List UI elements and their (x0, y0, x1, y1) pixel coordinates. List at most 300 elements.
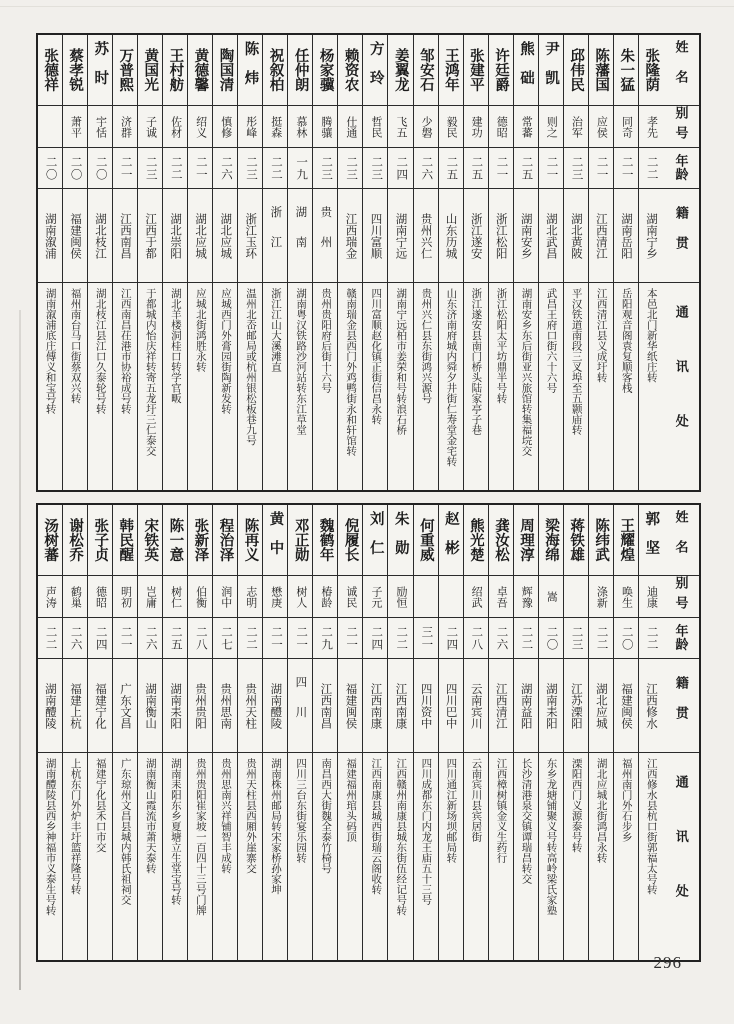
person-alias: 腾骧 (313, 105, 337, 147)
person-name: 张建平 (467, 48, 484, 92)
person-name: 龚汝松 (492, 518, 509, 562)
person-native-place: 江苏溧阳 (564, 658, 588, 752)
person-name: 王鸿年 (442, 48, 459, 92)
person-native-place: 湖南衡山 (138, 658, 162, 752)
person-name: 谢松乔 (67, 518, 84, 562)
person-age: 二六 (138, 617, 162, 658)
person-name: 王村舫 (167, 48, 184, 92)
person-age: 二三 (238, 147, 262, 188)
person-age: 二八 (188, 617, 212, 658)
person-age: 一九 (288, 147, 312, 188)
person-native-place: 湖南醴陵 (38, 658, 62, 752)
header-name: 姓名 (673, 40, 689, 100)
person-age: 二〇 (88, 147, 112, 188)
person-name: 何重威 (417, 518, 434, 562)
person-name: 熊光楚 (467, 518, 484, 562)
person-alias: 治军 (564, 105, 588, 147)
person-alias: 嵩 (539, 575, 563, 617)
person-age: 二二 (639, 617, 663, 658)
person-column (463, 35, 488, 490)
person-alias: 哲民 (363, 105, 387, 147)
person-native-place: 贵州思南 (213, 658, 237, 752)
person-native-place: 四川富顺 (363, 188, 387, 282)
person-column (62, 505, 87, 960)
person-alias: 少磐 (414, 105, 438, 147)
person-column (312, 505, 337, 960)
person-contact-address: 四川富顺赵化镇正街信昌永转 (363, 282, 387, 490)
person-column (588, 35, 613, 490)
person-native-place: 江西清江 (589, 188, 613, 282)
person-column (463, 505, 488, 960)
person-age: 二一 (113, 147, 137, 188)
person-column (387, 35, 412, 490)
person-column (262, 35, 287, 490)
person-age: 二一 (188, 147, 212, 188)
person-age: 三一 (414, 617, 438, 658)
person-alias: 树仁 (163, 575, 187, 617)
person-alias: 德昭 (489, 105, 513, 147)
person-name: 张隆荫 (643, 48, 660, 92)
person-native-place: 江西清江 (489, 658, 513, 752)
person-native-place: 广东文昌 (113, 658, 137, 752)
person-native-place: 福建上杭 (63, 658, 87, 752)
person-name: 梁海绵 (543, 518, 560, 562)
person-contact-address: 福建宁化县禾口市交 (88, 752, 112, 960)
person-column (413, 35, 438, 490)
person-native-place: 湖北应城 (589, 658, 613, 752)
person-alias: 慕林 (288, 105, 312, 147)
person-native-place: 福建宁化 (88, 658, 112, 752)
person-column (438, 505, 463, 960)
person-column (362, 505, 387, 960)
person-name: 黄德馨 (192, 48, 209, 92)
person-column (162, 35, 187, 490)
person-contact-address: 于都城内怡庆祥转寄五龙圩三仁泰交 (138, 282, 162, 490)
header-contact: 通讯处 (663, 752, 699, 960)
person-age: 二四 (88, 617, 112, 658)
person-native-place: 湖南耒阳 (539, 658, 563, 752)
person-native-place: 贵州兴仁 (414, 188, 438, 282)
person-alias (414, 575, 438, 617)
person-age: 二二 (388, 617, 412, 658)
person-column (87, 505, 112, 960)
person-age: 二三 (564, 617, 588, 658)
person-contact-address: 山东济南府城内舜夕井街仁寿堂金宅转 (439, 282, 463, 490)
person-contact-address: 福州南台马口街蔡双兴转 (63, 282, 87, 490)
person-age: 二四 (388, 147, 412, 188)
person-alias: 岂庸 (138, 575, 162, 617)
person-native-place: 江西修水 (639, 658, 663, 752)
person-column (538, 505, 563, 960)
person-name: 赵彬 (442, 511, 459, 569)
person-column (62, 35, 87, 490)
person-name: 蒋铁雄 (568, 518, 585, 562)
roster-table-lower (36, 503, 701, 962)
person-name: 程治泽 (217, 518, 234, 562)
person-contact-address: 贵州天柱县西厢外崖寨交 (238, 752, 262, 960)
person-column (212, 35, 237, 490)
person-age: 二七 (213, 617, 237, 658)
person-native-place: 湖北崇阳 (163, 188, 187, 282)
person-contact-address: 溧阳西门义源泰号转 (564, 752, 588, 960)
person-native-place: 江西瑞金 (338, 188, 362, 282)
person-column (38, 35, 62, 490)
person-contact-address: 平汉铁道南段三叉埠至五颢庙转 (564, 282, 588, 490)
person-alias: 卓吾 (489, 575, 513, 617)
person-native-place: 江西南康 (363, 658, 387, 752)
person-native-place: 江西南昌 (113, 188, 137, 282)
person-name: 陈再义 (242, 518, 259, 562)
person-age: 二一 (589, 147, 613, 188)
person-name: 陈藩国 (593, 48, 610, 92)
person-column (638, 35, 663, 490)
person-contact-address: 江西赣州南康县城东街伍经记号转 (388, 752, 412, 960)
person-column (187, 35, 212, 490)
person-alias: 建功 (464, 105, 488, 147)
person-native-place: 云南宾川 (464, 658, 488, 752)
person-age: 二三 (313, 147, 337, 188)
person-contact-address: 湖北羊楼洞桂口转学官畈 (163, 282, 187, 490)
person-column (262, 505, 287, 960)
person-name: 刘仁 (367, 511, 384, 569)
person-alias: 子元 (363, 575, 387, 617)
person-contact-address: 福州南门外石步乡 (614, 752, 638, 960)
person-native-place: 山东历城 (439, 188, 463, 282)
person-age: 二四 (439, 617, 463, 658)
person-age: 二四 (363, 617, 387, 658)
person-column (212, 505, 237, 960)
person-age: 二六 (63, 617, 87, 658)
person-column (513, 35, 538, 490)
header-column (663, 505, 699, 960)
person-alias: 励恒 (388, 575, 412, 617)
person-name: 张子贞 (92, 518, 109, 562)
person-column (112, 505, 137, 960)
person-age: 二五 (439, 147, 463, 188)
person-name: 朱勋 (392, 511, 409, 569)
person-contact-address: 江西修水县杭口街郭福太号转 (639, 752, 663, 960)
person-age: 二一 (338, 617, 362, 658)
person-age: 二一 (539, 147, 563, 188)
person-alias: 佐材 (163, 105, 187, 147)
header-native: 籍贯 (663, 658, 699, 752)
person-native-place: 贵州天柱 (238, 658, 262, 752)
person-contact-address: 浙江遂安县南门桥头陆家亭子巷 (464, 282, 488, 490)
person-name: 张德祥 (42, 48, 59, 92)
person-contact-address: 四川通江新场坝邮局转 (439, 752, 463, 960)
person-native-place: 四川巴中 (439, 658, 463, 752)
page-number: 296 (653, 953, 682, 972)
person-column (237, 35, 262, 490)
person-name: 蔡孝锐 (67, 48, 84, 92)
person-alias: 济群 (113, 105, 137, 147)
person-native-place: 贵州 (313, 188, 337, 282)
header-contact: 通讯处 (663, 282, 699, 490)
person-name: 熊础 (518, 41, 534, 99)
person-column (38, 505, 62, 960)
person-name: 王耀煌 (618, 518, 635, 562)
person-name: 万普熙 (117, 48, 134, 92)
person-age: 二三 (363, 147, 387, 188)
person-name: 韩民醒 (117, 518, 134, 562)
person-contact-address: 浙江松阳太平坊鼎半号转 (489, 282, 513, 490)
person-contact-address: 武昌王府口街六十六号 (539, 282, 563, 490)
person-contact-address: 贵州思南兴祥铺智丰成转 (213, 752, 237, 960)
person-native-place: 福建闽侯 (338, 658, 362, 752)
person-column (588, 505, 613, 960)
person-alias: 声涛 (38, 575, 62, 617)
person-column (538, 35, 563, 490)
person-age: 二八 (464, 617, 488, 658)
person-alias: 常蕃 (514, 105, 538, 147)
person-age: 二五 (464, 147, 488, 188)
person-name: 倪履长 (342, 518, 359, 562)
person-age: 二二 (163, 147, 187, 188)
person-name: 朱一猛 (618, 48, 635, 92)
person-alias (439, 575, 463, 617)
person-alias: 慎修 (213, 105, 237, 147)
person-name: 陈一意 (167, 518, 184, 562)
person-alias: 懋庚 (263, 575, 287, 617)
person-age: 二六 (213, 147, 237, 188)
person-column (613, 505, 638, 960)
person-alias: 宇恬 (88, 105, 112, 147)
person-age: 二一 (614, 147, 638, 188)
person-age: 二二 (238, 617, 262, 658)
person-contact-address: 广东琼州文昌县城内韩氏祖祠交 (113, 752, 137, 960)
person-contact-address: 江西清江县义成圩转 (589, 282, 613, 490)
person-contact-address: 岳阳观音阁袁复顺客栈 (614, 282, 638, 490)
person-native-place: 江西南康 (388, 658, 412, 752)
person-column (287, 35, 312, 490)
person-name: 陈炜 (242, 41, 259, 99)
person-contact-address: 湖南粤汉铁路沙河站转东江草堂 (288, 282, 312, 490)
person-age: 二一 (113, 617, 137, 658)
person-native-place: 四川资中 (414, 658, 438, 752)
person-native-place: 江西南昌 (313, 658, 337, 752)
person-column (438, 35, 463, 490)
person-age: 二五 (163, 617, 187, 658)
person-age: 二二 (639, 147, 663, 188)
person-name: 陶国清 (217, 48, 234, 92)
person-native-place: 江西于都 (138, 188, 162, 282)
person-age: 二一 (489, 147, 513, 188)
person-alias: 萧平 (63, 105, 87, 147)
person-contact-address: 东乡龙塘铺聚义号转高岭梁氏家塾 (539, 752, 563, 960)
person-name: 祝叙柏 (267, 48, 284, 92)
person-alias: 辉豫 (514, 575, 538, 617)
person-column (488, 505, 513, 960)
person-column (287, 505, 312, 960)
person-native-place: 湖北枝江 (88, 188, 112, 282)
person-contact-address: 温州北岙邮局或杭州银松板巷九号 (238, 282, 262, 490)
header-age: 年龄 (663, 147, 699, 188)
person-contact-address: 本邑北门新华纸庄转 (639, 282, 663, 490)
person-name: 汤树蕃 (42, 518, 59, 562)
person-native-place: 湖南岳阳 (614, 188, 638, 282)
person-name: 周理淳 (518, 518, 534, 562)
person-age: 二二 (589, 617, 613, 658)
header-alias: 别号 (663, 105, 699, 147)
person-alias: 绍义 (188, 105, 212, 147)
person-native-place: 浙江松阳 (489, 188, 513, 282)
person-alias: 毅民 (439, 105, 463, 147)
person-alias: 唤生 (614, 575, 638, 617)
person-contact-address: 福建福州琯头码顶 (338, 752, 362, 960)
person-age: 二五 (514, 147, 538, 188)
person-contact-address: 湖南宁远柏市姜荣和号转浪石桥 (388, 282, 412, 490)
person-alias: 飞五 (388, 105, 412, 147)
person-native-place: 湖北应城 (188, 188, 212, 282)
person-contact-address: 江西樟树镇金义生药行 (489, 752, 513, 960)
person-age: 二一 (263, 617, 287, 658)
person-alias: 挺森 (263, 105, 287, 147)
person-name: 赖资农 (342, 48, 359, 92)
person-contact-address: 长沙清港泉交镇谭瑞昌转交 (514, 752, 538, 960)
person-native-place: 湖南安乡 (514, 188, 538, 282)
person-alias: 涤新 (589, 575, 613, 617)
person-contact-address: 四川三台东街宴乐园转 (288, 752, 312, 960)
header-column (663, 35, 699, 490)
person-native-place: 湖南 (288, 188, 312, 282)
person-column (87, 35, 112, 490)
person-name: 黄国光 (142, 48, 159, 92)
person-alias: 子诚 (138, 105, 162, 147)
person-native-place: 湖南醴陵 (263, 658, 287, 752)
header-alias: 别号 (663, 575, 699, 617)
person-column (237, 505, 262, 960)
person-contact-address: 云南宾川县宾居街 (464, 752, 488, 960)
person-contact-address: 江西南昌茌港市协裕成号转 (113, 282, 137, 490)
person-name: 黄中 (267, 511, 284, 569)
person-name: 方玲 (367, 41, 384, 99)
person-alias: 则之 (539, 105, 563, 147)
person-alias: 椿龄 (313, 575, 337, 617)
scan-artifact-top-edge (0, 6, 734, 7)
person-alias: 孝先 (639, 105, 663, 147)
person-contact-address: 上杭东门外炉丰圩篮祥隆号转 (63, 752, 87, 960)
person-column (187, 505, 212, 960)
person-alias: 树人 (288, 575, 312, 617)
person-native-place: 湖南宁远 (388, 188, 412, 282)
person-alias: 明初 (113, 575, 137, 617)
person-column (312, 35, 337, 490)
person-alias: 应侯 (589, 105, 613, 147)
person-alias: 同奇 (614, 105, 638, 147)
person-native-place: 湖南益阳 (514, 658, 538, 752)
person-column (638, 505, 663, 960)
person-age: 二二 (38, 617, 62, 658)
person-contact-address: 贵州兴仁县东街鸿兴源号 (414, 282, 438, 490)
person-age: 二三 (138, 147, 162, 188)
person-contact-address: 南昌西大街魏全泰竹椅号 (313, 752, 337, 960)
person-name: 杨家骥 (317, 48, 334, 92)
header-native: 籍贯 (663, 188, 699, 282)
person-native-place: 福建闽侯 (614, 658, 638, 752)
scan-artifact-left-edge (19, 310, 21, 990)
person-contact-address: 湖北应城北街鸿昌永转 (589, 752, 613, 960)
person-contact-address: 湖南溆浦底庄傅义和宝号转 (38, 282, 62, 490)
person-contact-address: 应城北街鸿胜永转 (188, 282, 212, 490)
person-age: 二二 (514, 617, 538, 658)
person-alias: 绍武 (464, 575, 488, 617)
person-native-place: 浙江遂安 (464, 188, 488, 282)
person-contact-address: 应城西门外膏园街陶新发转 (213, 282, 237, 490)
person-contact-address: 湖南耒阳东乡夏塘立生堂宝号转 (163, 752, 187, 960)
person-native-place: 四川 (288, 658, 312, 752)
person-contact-address: 湖南安乡东后街亚兴旅馆转集福垸交 (514, 282, 538, 490)
person-age: 二六 (414, 147, 438, 188)
person-contact-address: 四川成都东门内龙王庙五十三号 (414, 752, 438, 960)
person-column (337, 505, 362, 960)
person-name: 邱伟民 (568, 48, 585, 92)
person-age: 二〇 (614, 617, 638, 658)
person-contact-address: 江西南康县城西街瑞云阁收转 (363, 752, 387, 960)
person-alias: 诚民 (338, 575, 362, 617)
person-column (563, 505, 588, 960)
person-column (488, 35, 513, 490)
person-native-place: 湖南宁乡 (639, 188, 663, 282)
person-column (387, 505, 412, 960)
person-alias: 德昭 (88, 575, 112, 617)
person-name: 尹凯 (543, 41, 560, 99)
person-contact-address: 贵州贵阳府后街十六号 (313, 282, 337, 490)
person-contact-address: 湖南株州邮局转宋家桥孙家坤 (263, 752, 287, 960)
person-name: 许廷爵 (492, 48, 509, 92)
person-alias: 鹤巢 (63, 575, 87, 617)
person-age: 二三 (564, 147, 588, 188)
person-contact-address: 浙江江山大溪滩直 (263, 282, 287, 490)
person-native-place: 湖北武昌 (539, 188, 563, 282)
person-age: 二九 (313, 617, 337, 658)
roster-table-upper (36, 33, 701, 492)
person-native-place: 福建闽侯 (63, 188, 87, 282)
person-name: 任仲朗 (292, 48, 309, 92)
person-native-place: 湖南耒阳 (163, 658, 187, 752)
person-column (563, 35, 588, 490)
person-age: 二〇 (38, 147, 62, 188)
person-alias: 仕通 (338, 105, 362, 147)
person-name: 姜翼龙 (392, 48, 409, 92)
person-column (137, 35, 162, 490)
person-name: 张新泽 (192, 518, 209, 562)
person-contact-address: 贵州贵阳崔家坡一百四十三号门牌 (188, 752, 212, 960)
person-alias: 彤峰 (238, 105, 262, 147)
person-alias: 迪康 (639, 575, 663, 617)
person-name: 郭坚 (643, 511, 660, 569)
person-name: 陈纬武 (593, 518, 610, 562)
person-contact-address: 赣南瑞金县西门外鸡鸭街永和轩馆转 (338, 282, 362, 490)
person-alias: 润中 (213, 575, 237, 617)
person-column (162, 505, 187, 960)
person-contact-address: 湖北枝江县江口久泰轮号转 (88, 282, 112, 490)
person-contact-address: 湖南衡山霞流市萧天泰转 (138, 752, 162, 960)
person-age: 二一 (288, 617, 312, 658)
person-alias (564, 575, 588, 617)
person-alias: 志明 (238, 575, 262, 617)
person-name: 宋铁英 (142, 518, 159, 562)
person-age: 二六 (489, 617, 513, 658)
person-column (337, 35, 362, 490)
person-name: 邓正勋 (292, 518, 309, 562)
person-name: 邹安石 (417, 48, 434, 92)
person-native-place: 浙江玉环 (238, 188, 262, 282)
header-age: 年龄 (663, 617, 699, 658)
header-name: 姓名 (673, 510, 689, 570)
person-native-place: 湖北黄陂 (564, 188, 588, 282)
person-column (613, 35, 638, 490)
person-column (362, 35, 387, 490)
